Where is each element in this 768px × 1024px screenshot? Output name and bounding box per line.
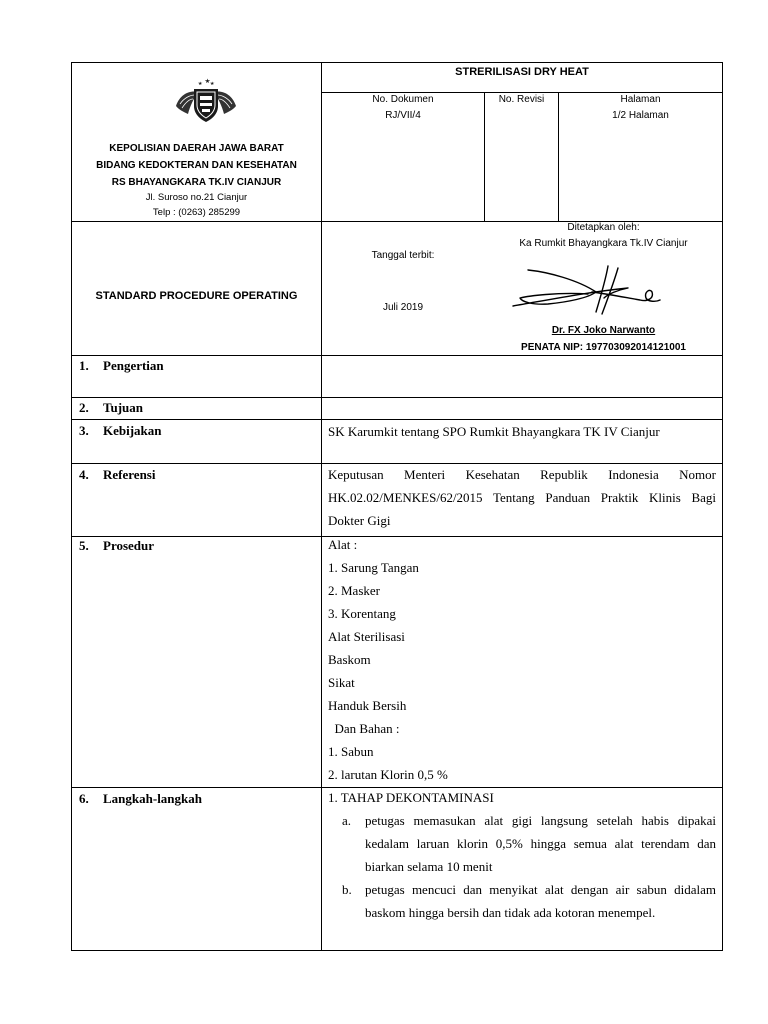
section-number: 6. [79, 791, 89, 806]
organization-address: Jl. Suroso no.21 Cianjur [145, 192, 248, 203]
list-marker: b. [342, 882, 352, 897]
org-line-3: RS BHAYANGKARA TK.IV CIANJUR [111, 177, 282, 188]
document-number-label: No. Dokumen [372, 94, 434, 105]
prosedur-line: Sikat [328, 675, 355, 690]
org-line-1: KEPOLISIAN DAERAH JAWA BARAT [109, 143, 284, 154]
section-number: 1. [79, 358, 89, 373]
section-prosedur-label [79, 538, 154, 554]
section-title: Kebijakan [103, 423, 162, 438]
section-pengertian-label [79, 358, 164, 374]
prosedur-line: 1. Sarung Tangan [328, 560, 419, 575]
table-border-bottom [71, 950, 723, 951]
langkah-item-b [328, 878, 716, 924]
prosedur-line: 1. Sabun [328, 744, 374, 759]
page-label: Halaman [620, 94, 661, 105]
organization-phone: Telp : (0263) 285299 [152, 207, 241, 218]
organization-name [72, 140, 321, 191]
section-tujuan-label [79, 400, 143, 416]
document-title: STRERILISASI DRY HEAT [455, 66, 589, 78]
signer-nip: PENATA NIP: 197703092014121001 [521, 342, 686, 353]
title-divider [321, 92, 723, 93]
prosedur-line: Alat Sterilisasi [328, 629, 405, 644]
row-divider-1 [71, 397, 723, 398]
spo-label: STANDARD PROCEDURE OPERATING [95, 290, 298, 302]
list-marker: a. [342, 813, 352, 828]
established-by-label: Ditetapkan oleh: [567, 222, 640, 233]
org-line-2: BIDANG KEDOKTERAN DAN KESEHATAN [96, 160, 297, 171]
section-kebijakan-label [79, 423, 162, 439]
prosedur-line: 2. Masker [328, 583, 380, 598]
revision-label: No. Revisi [498, 94, 545, 105]
spo-divider [71, 355, 723, 356]
issue-date-label: Tanggal terbit: [371, 250, 435, 261]
kebijakan-content: SK Karumkit tentang SPO Rumkit Bhayangkara TK IV Cianjur [328, 424, 660, 439]
section-title: Langkah-langkah [103, 791, 202, 806]
list-item-text: petugas mencuci dan menyikat alat dengan air sabun didalam baskom hingga bersih dan tidak ada kotoran menempel. [365, 882, 716, 920]
prosedur-line: Alat : [328, 537, 358, 552]
prosedur-line: 3. Korentang [328, 606, 396, 621]
section-number: 4. [79, 467, 89, 482]
page-count: 1/2 Halaman [612, 110, 669, 121]
section-title: Pengertian [103, 358, 164, 373]
prosedur-line: Dan Bahan : [328, 721, 400, 736]
referensi-content: Keputusan Menteri Kesehatan Republik Indonesia Nomor HK.02.02/MENKES/62/2015 Tentang Panduan Praktik Klinis Bagi Dokter Gigi [328, 467, 716, 528]
column-divider [321, 62, 322, 951]
signer-name: Dr. FX Joko Narwanto [551, 325, 656, 336]
header-subdivider-1 [484, 92, 485, 221]
table-border-right [722, 62, 723, 951]
issue-date: Juli 2019 [382, 302, 424, 313]
langkah-item-a [328, 809, 716, 878]
section-number: 3. [79, 423, 89, 438]
prosedur-content [328, 533, 716, 786]
section-langkah-label [79, 791, 202, 807]
section-title: Tujuan [103, 400, 143, 415]
section-number: 5. [79, 538, 89, 553]
prosedur-line: Baskom [328, 652, 371, 667]
signature-image [508, 262, 668, 322]
langkah-heading: 1. TAHAP DEKONTAMINASI [328, 790, 494, 805]
document-number: RJ/VII/4 [385, 110, 421, 121]
list-item-text: petugas memasukan alat gigi langsung setelah habis dipakai kedalam laruan klorin 0,5% hingga semua alat terendam dan biarkan selama 10 menit [365, 813, 716, 874]
table-border-top [71, 62, 723, 63]
police-emblem-logo [172, 76, 240, 124]
section-title: Prosedur [103, 538, 155, 553]
prosedur-line: Handuk Bersih [328, 698, 407, 713]
section-number: 2. [79, 400, 89, 415]
section-referensi-label [79, 467, 155, 483]
section-title: Referensi [103, 467, 156, 482]
prosedur-line: 2. larutan Klorin 0,5 % [328, 767, 448, 782]
established-by-role: Ka Rumkit Bhayangkara Tk.IV Cianjur [519, 238, 688, 249]
